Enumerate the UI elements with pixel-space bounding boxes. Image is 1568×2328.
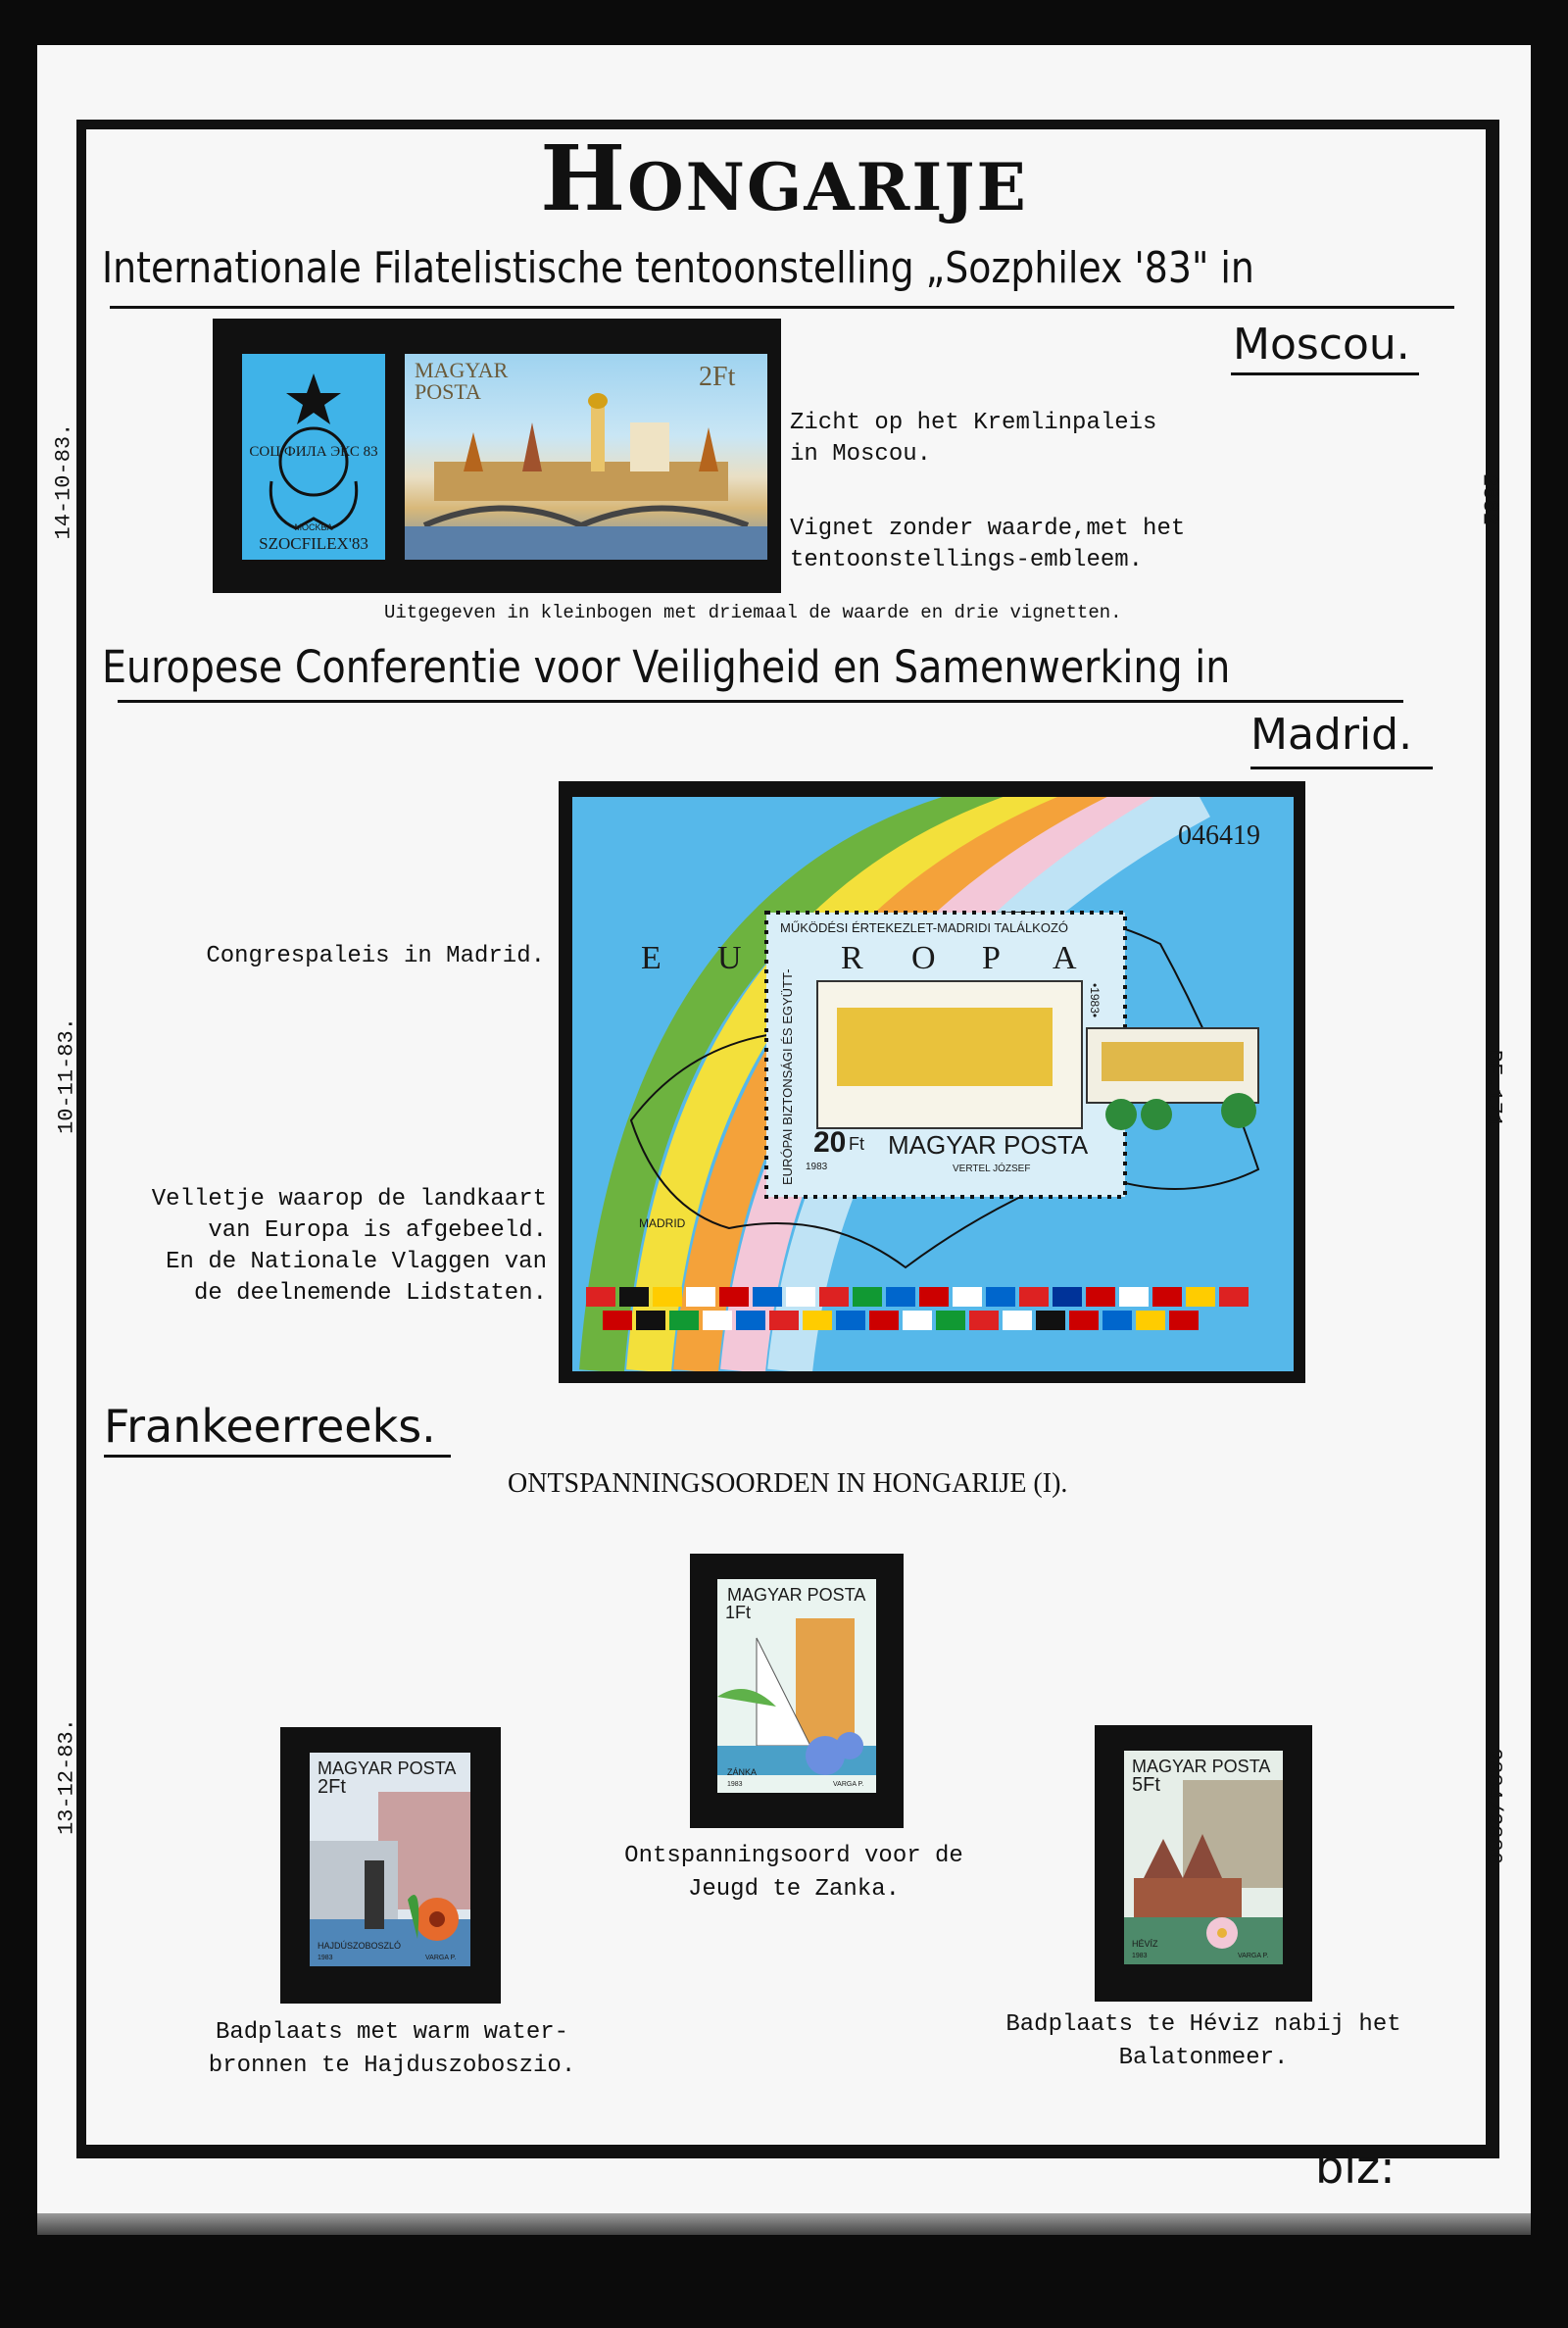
stamp-country: MAGYAR POSTA	[415, 358, 509, 404]
stamp-hajdu-designer: VARGA P.	[425, 1955, 457, 1961]
section1-desc2-line1: Vignet zonder waarde,met het	[790, 516, 1186, 542]
section2-catalog-number: BF.171	[1481, 1049, 1506, 1128]
section2-date: 10-11-83.	[54, 1017, 79, 1134]
page-title	[0, 125, 1568, 231]
stamp-hajdu	[310, 1753, 470, 1966]
rainbow-map-illustration	[572, 797, 1294, 1371]
section3-date: 13-12-83.	[54, 1718, 79, 1835]
page-number-label: blz:	[1315, 2141, 1396, 2194]
section2-heading-city: Madrid.	[1250, 710, 1413, 760]
stamp-heviz-year: 1983	[1132, 1953, 1148, 1959]
stamp-heviz-mount	[1095, 1725, 1312, 2002]
section2-desc2-line4: de deelnemende Lidstaten.	[193, 1280, 547, 1307]
sheet-letter-a: A	[1053, 940, 1077, 976]
stamp-hajdu-mount	[280, 1727, 501, 2004]
section2-underline	[118, 700, 1403, 703]
section1-catalog-number: 2882	[1477, 473, 1502, 525]
section1-desc1-line1: Zicht op het Kremlinpaleis	[790, 410, 1157, 436]
page-edge	[37, 2213, 1531, 2235]
vignette-emblem	[242, 354, 385, 560]
stamp-heviz-caption-line1: Badplaats te Héviz nabij het	[1005, 2011, 1401, 2038]
sheet-year: •1983•	[1088, 983, 1102, 1018]
section2-desc2-line3: En de Nationale Vlaggen van	[166, 1249, 547, 1275]
section1-heading: Internationale Filatelistische tentoonstelling „Sozphilex '83" in	[102, 243, 1254, 293]
sheet-letter-u: U	[717, 940, 742, 976]
stamp-zanka-caption-line1: Ontspanningsoord voor de	[624, 1843, 963, 1869]
stamp-zanka-caption-line2: Jeugd te Zanka.	[687, 1876, 901, 1903]
stamp-zanka-value: 1Ft	[725, 1603, 752, 1622]
stamp-zanka-designer: VARGA P.	[833, 1781, 864, 1788]
section1-desc2-line2: tentoonstellings-embleem.	[790, 547, 1144, 573]
stamp-heviz-value: 5Ft	[1132, 1774, 1160, 1796]
section1-note: Uitgegeven in kleinbogen met driemaal de waarde en drie vignetten.	[384, 602, 1122, 623]
stamp-heviz-designer: VARGA P.	[1238, 1953, 1269, 1959]
kremlin-stamp	[405, 354, 767, 560]
sheet-madrid-label: MADRID	[639, 1216, 686, 1230]
stamp-hajdu-caption-line2: bronnen te Hajduszoboszio.	[208, 2053, 576, 2079]
stamp-heviz	[1124, 1751, 1283, 1964]
section2-city-underline	[1250, 767, 1433, 769]
section2-heading: Europese Conferentie voor Veiligheid en Samenwerking in	[102, 641, 1231, 693]
stamp-heviz-country: MAGYAR POSTA	[1132, 1757, 1271, 1776]
stamp-zanka-mount	[690, 1554, 904, 1828]
sheet-value-unit: Ft	[849, 1134, 864, 1154]
title-rest: ONGARIJE	[627, 149, 1028, 225]
stamp-heviz-place: HÉVÍZ	[1132, 1939, 1158, 1949]
vignette-emblem-text: СОЦ ФИЛА ЭКС 83	[249, 444, 378, 460]
sheet-top-text: MŰKÖDÉSI ÉRTEKEZLET-MADRIDI TALÁLKOZÓ	[780, 920, 1069, 935]
stamp-zanka-country: MAGYAR POSTA	[727, 1585, 866, 1605]
sheet-country: MAGYAR POSTA	[888, 1130, 1089, 1160]
stamp-zanka-year: 1983	[727, 1781, 743, 1788]
stamp-hajdu-year: 1983	[318, 1955, 333, 1961]
sheet-serial: 046419	[1178, 820, 1260, 851]
section3-heading: Frankeerreeks.	[104, 1400, 436, 1453]
sheet-designer: VERTEL JÓZSEF	[953, 1164, 1031, 1174]
title-initial: H	[540, 125, 628, 231]
stamp-value: 2Ft	[699, 362, 736, 392]
souvenir-sheet	[572, 797, 1294, 1371]
vignette-city: MOCKBA	[294, 522, 333, 532]
stamp-zanka-place: ZÁNKA	[727, 1767, 758, 1777]
section1-heading-city: Moscou.	[1233, 320, 1410, 370]
sheet-letter-e: E	[641, 940, 662, 976]
sheet-side-text: EURÓPAI BIZTONSÁGI ÉS EGYÜTT-	[780, 968, 795, 1185]
sheet-letter-p: P	[982, 940, 1001, 976]
stamp-hajdu-place: HAJDÚSZOBOSZLÓ	[318, 1941, 402, 1951]
sheet-letter-o: O	[911, 940, 936, 976]
stamp-zanka	[717, 1579, 876, 1793]
section3-subheading: ONTSPANNINGSOORDEN IN HONGARIJE (I).	[508, 1468, 1068, 1499]
sheet-value: 20	[813, 1126, 847, 1159]
stamp-hajdu-country: MAGYAR POSTA	[318, 1758, 457, 1778]
stamp-heviz-caption-line2: Balatonmeer.	[1118, 2045, 1289, 2071]
stamp-mount-sozphilex	[213, 319, 781, 593]
section3-catalog-number: 2884/2886	[1481, 1748, 1506, 1864]
stamp-hajdu-caption-line1: Badplaats met warm water-	[215, 2019, 569, 2046]
section1-underline	[110, 306, 1454, 309]
souvenir-sheet-mount	[559, 781, 1305, 1383]
section3-underline	[104, 1455, 451, 1458]
section1-city-underline	[1231, 372, 1419, 375]
section1-desc1-line2: in Moscou.	[790, 441, 932, 468]
stamp-hajdu-value: 2Ft	[318, 1776, 346, 1798]
section1-date: 14-10-83.	[51, 422, 76, 540]
section2-desc2-line2: van Europa is afgebeeld.	[208, 1217, 547, 1244]
sheet-small-year: 1983	[806, 1162, 828, 1172]
sheet-letter-r: R	[841, 940, 863, 976]
section2-desc2-line1: Velletje waarop de landkaart	[151, 1186, 547, 1213]
vignette-label: SZOCFILEX'83	[259, 534, 368, 553]
section2-desc1: Congrespaleis in Madrid.	[206, 943, 545, 969]
